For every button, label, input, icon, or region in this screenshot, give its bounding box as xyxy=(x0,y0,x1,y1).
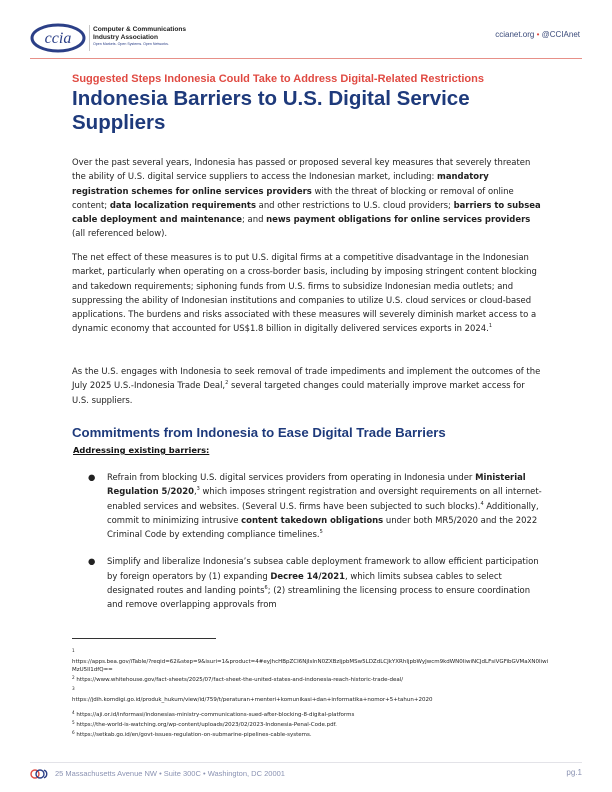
footnote-item xyxy=(72,674,552,684)
footnote-link[interactable]: https://apps.bea.gov/iTable/?reqid=62&step=9&isuri=1&product=4#eyJhcHBpZCI6NjIsInN0ZXBzIjpbMSw5LDZdLCJkYXRhIjpbWyJwcm9kdWN0IiwiNCJdLFsiVGFibGVMaXN0IiwiMzU5Il1dfQ== xyxy=(72,659,549,673)
footnote-ref[interactable]: 4 xyxy=(480,500,484,507)
org-tagline: Open Markets. Open Systems. Open Networks. xyxy=(93,42,169,46)
bold-run: Ministerial Regulation 5/2020 xyxy=(107,472,526,497)
footnote-ref[interactable]: 2 xyxy=(225,380,229,387)
footnote-ref[interactable]: 3 xyxy=(196,486,200,493)
text-run: The net effect of these measures is to put U.S. digital firms at a competitive disadvantage in the Indonesian market, particularly when operating on a cross-border basis, including by imposing stringent content blocking and takedown requirements; siphoning funds from U.S. firms to subsidize Indonesian media outlets; and suppressing the ability of Indonesian institutions and companies to utilize U.S. cloud services or cloud-based applications. The burdens and risks associated with these measures will severely diminish market access to a dynamic economy that accounted for US$1.8 billion in digitally delivered services exports in 2024. xyxy=(72,252,537,334)
logo-text xyxy=(93,26,186,46)
footnote-ref[interactable]: 1 xyxy=(488,323,492,330)
footnote-number: 1 xyxy=(72,648,75,653)
engagement-paragraph xyxy=(72,364,542,407)
bold-run: mandatory registration schemes for online services providers xyxy=(72,171,489,196)
text-run: ; (2) streamlining the licensing process to ensure coordination and remove overlapping approvals from xyxy=(107,585,531,610)
footnote-item xyxy=(72,729,552,739)
text-run: and other restrictions to U.S. cloud providers; xyxy=(255,199,454,210)
text-run: Simplify and liberalize Indonesia’s subsea cable deployment framework to allow efficient participation by foreign operators by (1) expanding xyxy=(107,556,539,581)
text-run: several targeted changes could materially improve market access for U.S. suppliers. xyxy=(72,380,525,405)
text-run: Over the past several years, Indonesia has passed or proposed several key measures that severely threaten the ability of U.S. digital service suppliers to access the Indonesian market, including: xyxy=(72,157,531,182)
text-run: , which limits subsea cables to select designated routes and landing points xyxy=(107,570,502,596)
ccia-logo-mark-icon xyxy=(30,23,86,53)
footnote-ref[interactable]: 5 xyxy=(319,529,323,536)
text-run: As the U.S. engages with Indonesia to seek removal of trade impediments and implement the outcomes of the July 2025 U.S.-Indonesia Trade Deal, xyxy=(72,366,541,391)
text-run: Additionally, commit to minimizing intrusive xyxy=(107,500,539,525)
page-number: pg.1 xyxy=(566,768,582,777)
footer-divider xyxy=(30,762,582,763)
bold-run: data localization requirements xyxy=(109,199,256,210)
effect-paragraph xyxy=(72,250,542,336)
ccia-rings-icon xyxy=(30,769,50,779)
page-title: Indonesia Barriers to U.S. Digital Service Suppliers xyxy=(72,87,470,134)
footnote-number: 3 xyxy=(72,686,75,691)
footnote-item xyxy=(72,684,552,704)
footnote-item xyxy=(72,719,552,729)
bullet-icon: ● xyxy=(88,472,96,482)
intro-paragraph xyxy=(72,155,542,241)
org-name-line1: Computer & Communications xyxy=(93,26,187,33)
footnote-link[interactable]: https://setkab.go.id/en/govt-issues-regulation-on-submarine-pipelines-cable-systems. xyxy=(76,732,312,738)
list-item xyxy=(88,554,548,611)
org-name-line2: Industry Association xyxy=(93,33,158,41)
header-links xyxy=(495,30,580,39)
text-run: which imposes stringent registration and oversight requirements on all internet-enabled services and websites. (Several U.S. firms have been subjected to such blocks). xyxy=(107,486,542,511)
website-link[interactable]: ccianet.org xyxy=(495,30,535,39)
footnote-ref[interactable]: 6 xyxy=(264,585,268,592)
bold-run: barriers to subsea cable deployment and maintenance xyxy=(72,199,541,225)
footnote-link[interactable]: https://www.whitehouse.gov/fact-sheets/2025/07/fact-sheet-the-united-states-and-indonesia-reach-historic-trade-deal/ xyxy=(76,677,404,683)
bold-run: content takedown obligations xyxy=(241,514,384,525)
footnote-item xyxy=(72,709,552,719)
bold-run: Decree 14/2021 xyxy=(270,570,345,581)
list-item xyxy=(88,470,548,541)
logo-divider xyxy=(89,25,90,51)
bold-run: news payment obligations for online services providers xyxy=(266,214,531,225)
footnote-divider xyxy=(72,638,216,639)
svg-text:ccia: ccia xyxy=(44,30,72,47)
ccia-logo xyxy=(30,21,200,57)
page-header xyxy=(0,0,612,60)
footer-address: 25 Massachusetts Avenue NW • Suite 300C • Washington, DC 20001 xyxy=(55,769,285,778)
footnote-number: 6 xyxy=(72,730,75,735)
footnote-link[interactable]: https://jdih.komdigi.go.id/produk_hukum/view/id/759/t/peraturan+menteri+komunikasi+dan+informatika+nomor+5+tahun+2020 xyxy=(72,697,433,703)
footnote-number: 5 xyxy=(72,720,75,725)
social-handle-link[interactable]: @CCIAnet xyxy=(541,30,580,39)
document-kicker: Suggested Steps Indonesia Could Take to Address Digital-Related Restrictions xyxy=(72,73,484,85)
section-heading: Commitments from Indonesia to Ease Digital Trade Barriers xyxy=(72,425,446,440)
footnote-number: 4 xyxy=(72,710,75,715)
footnotes xyxy=(72,646,552,739)
text-run: ; and xyxy=(242,214,267,225)
footnote-number: 2 xyxy=(72,675,75,680)
footnote-link[interactable]: https://the-world-is-watching.org/wp-content/uploads/2023/02/2023-Indonesia-Penal-Code.pdf. xyxy=(76,722,337,728)
footnote-item xyxy=(72,646,552,674)
text-run: with the threat of blocking or removal of online content; xyxy=(72,185,514,210)
text-run: , xyxy=(193,486,197,497)
separator-dot: • xyxy=(536,30,540,39)
subsection-heading: Addressing existing barriers: xyxy=(73,445,210,455)
text-run: Refrain from blocking U.S. digital services providers from operating in Indonesia under xyxy=(107,472,476,482)
text-run: under both MR5/2020 and the 2022 Criminal Code by extending compliance timelines. xyxy=(107,514,538,540)
bullet-icon: ● xyxy=(88,556,96,567)
commitments-list xyxy=(88,470,548,612)
footnote-link[interactable]: https://aji.or.id/informasi/indonesias-ministry-communications-sued-after-blocking-8-digital-platforms xyxy=(76,712,355,718)
header-divider xyxy=(30,58,582,59)
text-run: (all referenced below). xyxy=(72,228,168,239)
